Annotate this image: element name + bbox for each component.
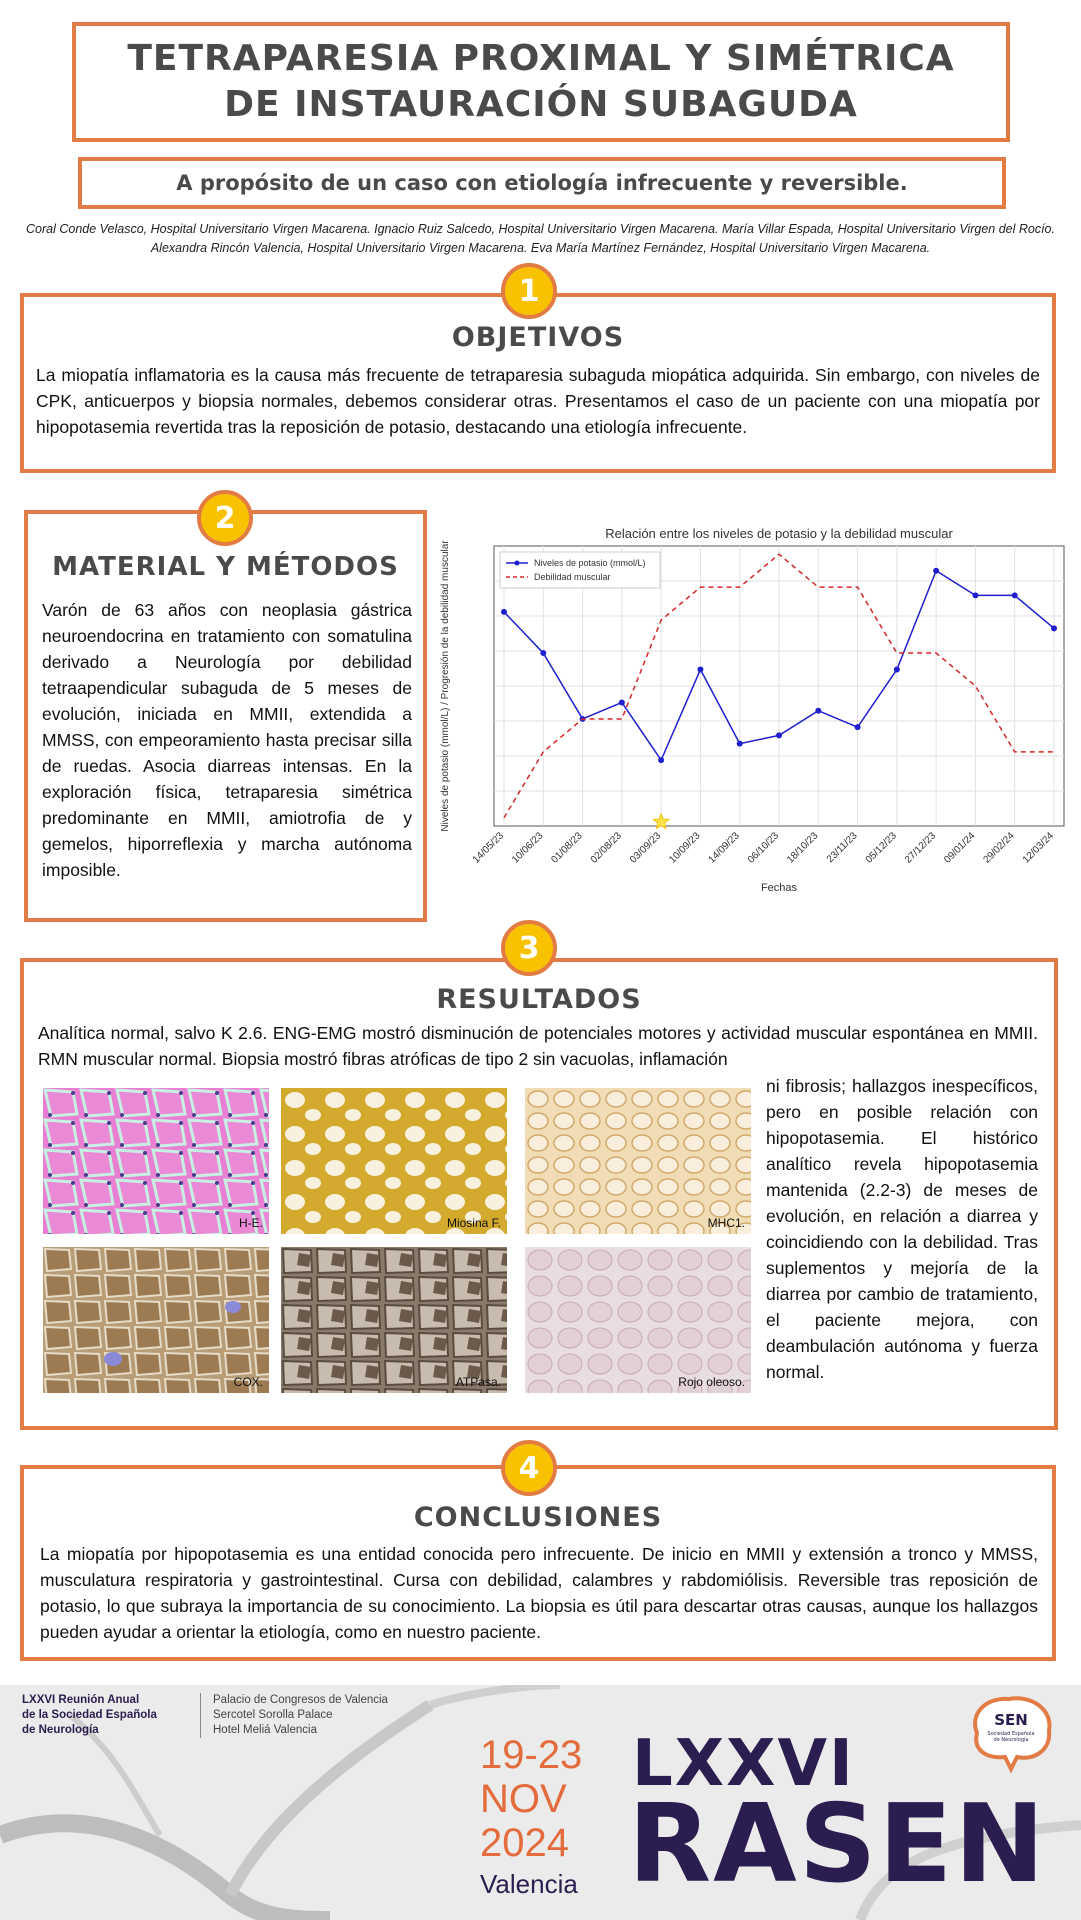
congress-line-2: de la Sociedad Española: [22, 1709, 157, 1721]
congress-city: Valencia: [480, 1869, 578, 1899]
micrograph-mhc1: [525, 1088, 751, 1234]
mhc1-tissue-pattern: [525, 1088, 751, 1234]
metodos-text: Varón de 63 años con neoplasia gástrica neuroendocrina en tratamiento con somatulina derivado a Neurología por debilidad tetraapendicular subaguda de 5 meses de evolución, iniciada en MMII, extendida a MMSS, con empeoramiento hasta precisar silla de ruedas. Asocia diarreas intensas. En la exploración física, tetraparesia simétrica predominante en MMII, amiotrofia de y gemelos, hiporreflexia y marcha autónoma imposible.: [42, 600, 412, 880]
section-number-3: 3: [501, 920, 557, 976]
x-tick-label: 29/02/24: [981, 830, 1017, 866]
congress-name: [22, 1693, 157, 1738]
cox-tissue-pattern: [43, 1247, 269, 1393]
data-point: [540, 650, 546, 656]
data-point: [697, 667, 703, 673]
x-tick-label: 14/09/23: [706, 830, 742, 866]
data-point: [1051, 625, 1057, 631]
label-rojo: Rojo oleoso.: [678, 1375, 745, 1389]
data-point: [1012, 592, 1018, 598]
chart-title: Relación entre los niveles de potasio y la debilidad muscular: [605, 526, 953, 541]
congress-dates: [480, 1733, 582, 1900]
date-days: 19-23: [480, 1733, 583, 1777]
sen-logo-sub-1: Sociedad Española: [987, 1731, 1035, 1737]
y-axis-label: Niveles de potasio (mmol/L) / Progresión de la debilidad muscular: [440, 540, 451, 832]
objetivos-text: La miopatía inflamatoria es la causa más frecuente de tetraparesia subaguda miopática adquirida. Sin embargo, con niveles de CPK, anticuerpos y biopsia normales, debemos considerar otras. Presentamos el caso de un paciente con una miopatía por hipopotasemia revertida tras la reposición de potasio, destacando una etiología infrecuente.: [36, 365, 1040, 437]
x-tick-label: 09/01/24: [942, 830, 978, 866]
rojo-tissue-pattern: [525, 1247, 751, 1393]
venue-line-2: Sercotel Sorolla Palace: [213, 1709, 333, 1721]
data-point: [501, 609, 507, 615]
data-point: [776, 732, 782, 738]
edition-label: LXXVI: [632, 1727, 855, 1801]
potassium-chart: [432, 508, 1072, 908]
sen-logo-sub-2: de Neurología: [993, 1737, 1029, 1743]
congress-line-3: de Neurología: [22, 1724, 99, 1736]
congress-venues: [200, 1693, 388, 1738]
x-tick-label: 05/12/23: [863, 830, 899, 866]
data-point: [972, 592, 978, 598]
data-point: [855, 724, 861, 730]
x-tick-label: 27/12/23: [902, 830, 939, 866]
x-tick-label: 02/08/23: [588, 830, 624, 866]
conclusiones-title: CONCLUSIONES: [413, 1502, 663, 1533]
he-tissue-pattern: [43, 1088, 269, 1234]
venue-line-1: Palacio de Congresos de Valencia: [213, 1694, 388, 1706]
legend-label: Debilidad muscular: [534, 572, 611, 582]
micrograph-he: [43, 1088, 269, 1234]
congress-line-1: LXXVI Reunión Anual: [22, 1694, 140, 1706]
miosina-tissue-pattern: [281, 1088, 507, 1234]
x-tick-label: 12/03/24: [1020, 830, 1057, 866]
micrograph-atpasa: [281, 1247, 507, 1393]
authors: Coral Conde Velasco, Hospital Universitario Virgen Macarena. Ignacio Ruiz Salcedo, Hospital Universitario Virgen Macarena. María Villar Espada, Hospital Universitario Virgen del Rocío. Alexandra Rincón Valencia, Hospital Universitario Virgen Macarena. Eva María Martínez Fernández, Hospital Universitario Virgen Macarena.: [26, 222, 1055, 255]
micrograph-rojo: [525, 1247, 751, 1393]
title-line-1: TETRAPARESIA PROXIMAL Y SIMÉTRICA: [127, 38, 955, 79]
micrograph-cox: [43, 1247, 269, 1393]
objetivos-title: OBJETIVOS: [451, 322, 625, 353]
venue-line-3: Hotel Meliá Valencia: [213, 1724, 317, 1736]
legend-label: Niveles de potasio (mmol/L): [534, 558, 646, 568]
subtitle-box: [78, 157, 1006, 209]
chart-svg: [432, 508, 1072, 908]
label-mhc1: MHC1.: [707, 1216, 745, 1230]
rasen-brand: RASEN: [628, 1782, 1047, 1907]
x-tick-label: 03/09/23: [627, 830, 664, 866]
data-point: [737, 741, 743, 747]
date-year: 2024: [480, 1821, 569, 1865]
sen-logo-text: SEN: [994, 1711, 1028, 1729]
title-line-2: DE INSTAURACIÓN SUBAGUDA: [224, 84, 858, 125]
congress-footer: [0, 1685, 1081, 1920]
label-miosina: Miosina F.: [446, 1216, 501, 1230]
poster-title: [127, 36, 954, 128]
date-month: NOV: [480, 1777, 567, 1821]
micrograph-miosina: [281, 1088, 507, 1234]
label-he: H-E.: [239, 1216, 263, 1230]
metodos-title: MATERIAL Y MÉTODOS: [52, 552, 399, 582]
poster-subtitle: A propósito de un caso con etiología infrecuente y reversible.: [176, 171, 908, 195]
data-point: [815, 708, 821, 714]
x-tick-label: 10/06/23: [510, 830, 546, 866]
atpasa-tissue-pattern: [281, 1247, 507, 1393]
resultados-title: RESULTADOS: [436, 984, 642, 1015]
sen-logo: [965, 1693, 1057, 1773]
x-axis-label: Fechas: [760, 882, 798, 894]
x-tick-label: 23/11/23: [824, 830, 860, 866]
data-point: [894, 667, 900, 673]
data-point: [619, 699, 625, 705]
x-tick-label: 01/08/23: [549, 830, 585, 866]
section-number-1: 1: [501, 263, 557, 319]
x-tick-label: 10/09/23: [667, 830, 703, 866]
label-atpasa: ATPasa.: [455, 1375, 501, 1389]
resultados-text-side: ni fibrosis; hallazgos inespecíficos, pero en posible relación con hipopotasemia. El histórico analítico revela hipopotasemia mantenida (2.2-3) de meses de evolución, en relación a diarrea y coincidiendo con la debilidad. Tras suplementos y mejoría de la diarrea por cambio de tratamiento, el paciente mejora, con deambulación autónoma y fuerza normal.: [766, 1076, 1038, 1382]
title-box: [72, 22, 1010, 142]
label-cox: COX.: [233, 1375, 263, 1389]
x-tick-label: 18/10/23: [785, 830, 821, 866]
section-number-2: 2: [197, 490, 253, 546]
resultados-text-top: Analítica normal, salvo K 2.6. ENG-EMG mostró disminución de potenciales motores y actividad muscular espontánea en MMII. RMN muscular normal. Biopsia mostró fibras atróficas de tipo 2 sin vacuolas, inflamación: [38, 1023, 1038, 1069]
data-point: [933, 568, 939, 574]
data-point: [658, 757, 664, 763]
x-tick-label: 14/05/23: [470, 830, 507, 866]
section-number-4: 4: [501, 1440, 557, 1496]
conclusiones-text: La miopatía por hipopotasemia es una entidad conocida pero infrecuente. De inicio en MMII y extensión a tronco y MMSS, musculatura respiratoria y gastrointestinal. Cursa con debilidad, calambres y rabdomiólisis. Reversible tras reposición de potasio, lo que subraya la importancia de su conocimiento. La biopsia es útil para descartar otras causas, aunque los hallazgos pueden ayudar a orientar la etiología, como en nuestro paciente.: [40, 1544, 1038, 1642]
x-tick-label: 06/10/23: [745, 830, 782, 866]
legend-marker: [515, 561, 520, 566]
